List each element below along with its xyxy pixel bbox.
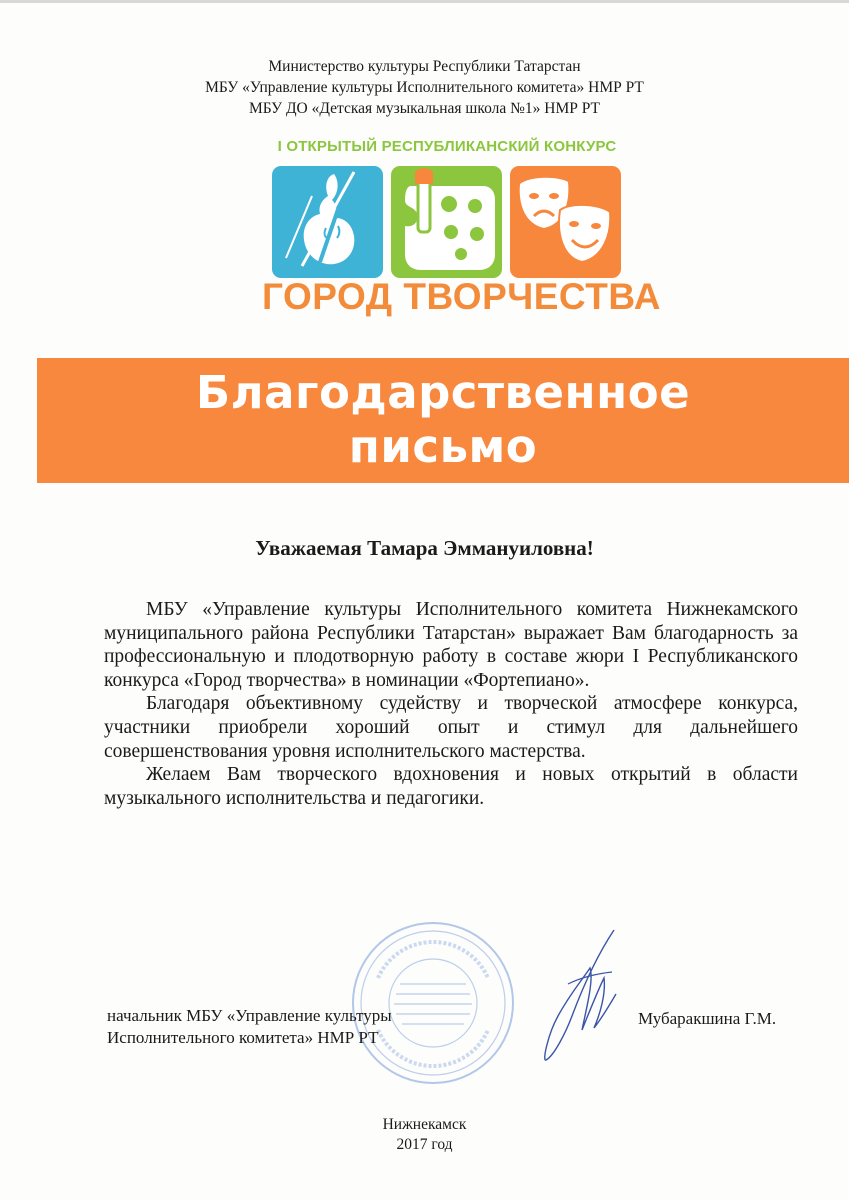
document-title-line-1: Благодарственное [195,366,691,419]
document-title-banner [37,358,849,483]
official-stamp [348,918,518,1088]
contest-caption: I ОТКРЫТЫЙ РЕСПУБЛИКАНСКИЙ КОНКУРС [277,138,617,155]
contest-title: ГОРОД ТВОРЧЕСТВА [262,276,661,317]
theatre-masks-icon [510,166,621,278]
salutation: Уважаемая Тамара Эммануиловна! [255,536,594,560]
place-and-date [0,1115,849,1155]
signatory-name: Мубаракшина Г.М. [638,1009,777,1028]
signatory-position-line-2: Исполнительного комитета» НМР РТ [107,1028,379,1047]
letter-body [104,598,798,810]
year: 2017 год [396,1136,453,1153]
issuer-header [0,56,849,119]
issuer-line-school: МБУ ДО «Детская музыкальная школа №1» НМР РТ [248,100,601,117]
issuer-line-department: МБУ «Управление культуры Исполнительного комитета» НМР РТ [205,79,644,96]
signatory-position [107,1005,392,1049]
palette-icon [391,166,502,278]
issuer-line-ministry: Министерство культуры Республики Татарстан [268,58,581,75]
body-paragraph: МБУ «Управление культуры Исполнительного комитета Нижнекамского муниципального района Республики Татарстан» выражает Вам благодарность за профессиональную и плодотворную работу в составе жюри I Республиканского конкурса «Город творчества» в номинации «Фортепиано». [104,599,798,691]
violin-icon [272,166,383,278]
body-paragraph: Благодаря объективному судейству и творческой атмосфере конкурса, участники приобрели хороший опыт и стимул для дальнейшего совершенствования уровня исполнительского мастерства. [104,693,798,762]
city: Нижнекамск [382,1116,467,1133]
scan-edge [0,0,849,3]
document-title-line-2: письмо [348,420,538,473]
body-paragraph: Желаем Вам творческого вдохновения и новых открытий в области музыкального исполнительства и педагогики. [104,764,798,809]
signatory-position-line-1: начальник МБУ «Управление культуры [107,1006,392,1025]
contest-logo [272,166,622,280]
handwritten-signature [528,924,638,1066]
